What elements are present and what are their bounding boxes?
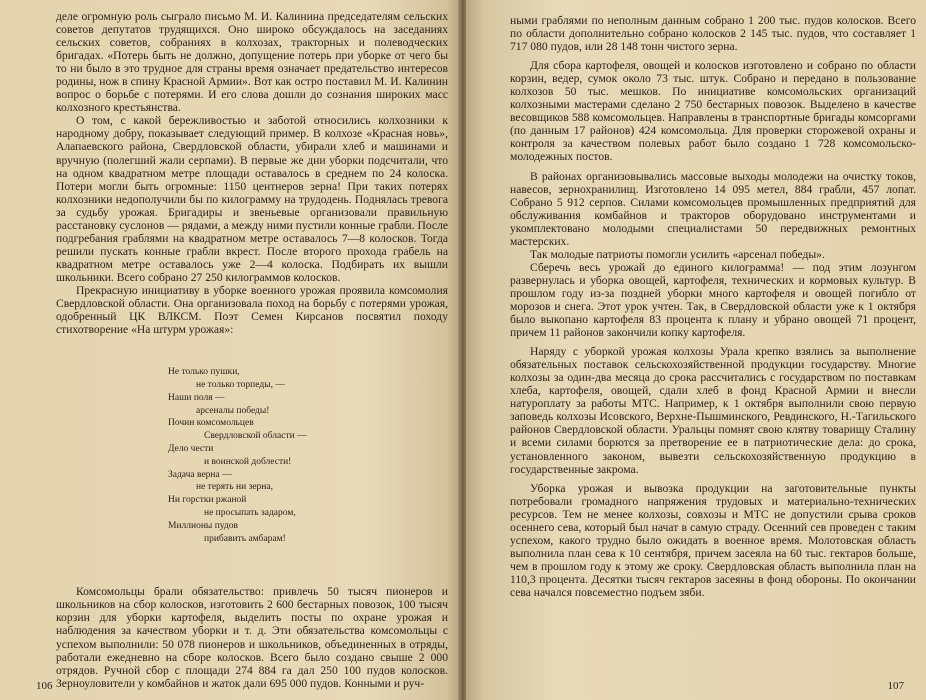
right-paragraph-7: Уборка урожая и вывозка продукции на заготовительные пункты потребовали громадного напряжения трудовых и материально-технических ресурсов. Тем не менее колхозы, совхозы и МТС не допустили срыва сроков осеннего сева, который был начат в самую страду. Осенний сев проведен с таким успехом, какого трудно было ожидать в военное время. Молотовская область выполнила план сева к 10 сентября, причем засеяла на 60 тыс. гектаров больше, чем в прошлом году к этому же сроку. Свердловская область выполнила план на 110,3 процента. Десятки тысяч гектаров засеяны в фонд обороны. По окончании сева начался повсеместно подъем зяби.: [510, 481, 916, 599]
left-paragraph-4: Комсомольцы брали обязательство: привлечь 50 тысяч пионеров и школьников на сбор колосков, изготовить 2 600 бестарных повозок, 100 тысяч корзин для уборки картофеля, выделить посты по охране урожая и наблюдения за качеством уборки и т. д. Эти обязательства комсомольцы с успехом выполнили: 50 078 пионеров и школьников, объединенных в отряды, работали ежедневно на сборе колосков. Всего было создано свыше 2 000 отрядов. Ручной сбор с площади 274 884 га дал 250 100 пудов колосков. Зерноуловители у комбайнов и жаток дали 695 000 пудов. Конными и руч-: [56, 585, 448, 690]
poem-line: Ни горстки ржаной: [168, 495, 247, 506]
right-paragraph-2: Для сбора картофеля, овощей и колосков изготовлено и собрано по области корзин, ведер, сумок около 73 тыс. штук. Собрано и передано в пользование колхозов 50 тыс. мешков. По инициативе комсомольских организаций колхозными мастерами сделано 2 750 бестарных повозок. Выделено в качестве весовщиков 588 комсомольцев. Направлены в транспортные бригады комсоргами (по данным 17 районов) 424 комсомольца. Для проверки сторожевой охраны и контроля за качеством полевых работ было создано 1 728 комсомольско-молодежных постов.: [510, 59, 916, 164]
right-paragraph-3: В районах организовывались массовые выходы молодежи на очистку токов, навесов, зернохранилищ. Изготовлено 14 095 метел, 884 грабли, 457 лопат. Собрано 5 912 серпов. Силами комсомольцев промышленных предприятий для обслуживания комбайнов и тракторов оборудовано инструментами и укомплектовано молодыми специалистами 50 передвижных ремонтных мастерских.: [510, 169, 916, 248]
poem-line: арсеналы победы!: [196, 405, 270, 416]
right-paragraph-5: Сберечь весь урожай до единого килограмма! — под этим лозунгом развернулась и уборка овощей, картофеля, технических и кормовых культур. В прошлом году из-за поздней уборки много картофеля и овощей погибло от морозов и снега. Этот урок учтен. Так, в Свердловской области уже к 1 октября было выкопано картофеля 83 процента к плану и убрано овощей 71 процент, причем 11 районов закончили копку картофеля.: [510, 260, 916, 340]
right-page-text: [510, 14, 916, 599]
poem-line: Дело чести: [168, 443, 214, 454]
left-paragraph-3: Прекрасную инициативу в уборке военного урожая проявила комсомолия Свердловской области. Она организовала поход на борьбу с потерями урожая, одобренный ЦК ВЛКСМ. Поэт Семен Кирсанов посвятил походу стихотворение «На штурм урожая»:: [56, 283, 448, 337]
poem-line: Задача верна —: [168, 469, 232, 480]
poem-line: не терять ни зерна,: [196, 482, 273, 493]
poem-line: Не только пушки,: [168, 367, 240, 378]
poem-line: не только торпеды, —: [196, 379, 285, 390]
left-paragraph-1: деле огромную роль сыграло письмо М. И. Калинина председателям сельских советов депутатов трудящихся. Оно широко обсуждалось на заседаниях сельских советов, собраниях в колхозах, тракторных и полеводческих бригадах. «Потерь быть не должно, допущение потерь при уборке от чего бы то ни было в это трудное для страны время означает предательство интересов родины, нож в спину Красной Армии». Вот как остро поставил М. И. Калинин вопрос о борьбе с потерями. И его слова дошли до сознания широких масс колхозного крестьянства.: [56, 10, 448, 115]
poem-line: Почин комсомольцев: [168, 418, 254, 429]
right-paragraph-6: Наряду с уборкой урожая колхозы Урала крепко взялись за выполнение обязательных поставок сельскохозяйственной продукции государству. Многие колхозы за один-два месяца до срока рассчитались с государством по поставкам хлеба, картофеля, овощей, сдали хлеб в фонд Красной Армии и внесли натуроплату за работы МТС. Например, к 1 октября выполнили свою первую заповедь колхозы Исовского, Верхне-Пышминского, Ревдинского, Н.-Тагильского районов Свердловской области. Уральцы помнят свою клятву товарищу Сталину и всеми силами борются за претворение ее в патриотические дела: до срока, установленного законом, вывезти сельскохозяйственную продукцию в государственные закрома.: [510, 345, 916, 476]
poem: [168, 366, 448, 545]
left-paragraph-2: О том, с какой бережливостью и заботой относились колхозники к народному добру, показывает следующий пример. В колхозе «Красная новь», Алапаевского района, Свердловской области, убирали хлеб и машинами и вручную (полегший жали серпами). В первые же дни уборки подсчитали, что на одном квадратном метре площади оставалось в среднем по 24 колоска. Потери могли быть огромные: 1150 центнеров зерна! При таких потерях колхозники недополучили бы по килограмму на трудодень. Поднялась тревога за судьбу урожая. Бригадиры и звеньевые организовали правильную расстановку суслонов — рядами, а между ними пустили конные грабли. После подгребания граблями на квадратном метре оставалось 7—8 колосков. Тогда решили пускать конные грабли вкрест. После второго прохода грабель на квадратном метре оставалось уже 2—4 колоска. Подбирать их вышли школьники. Всего собрано 27 250 килограммов колосков.: [56, 114, 448, 284]
poem-line: Миллионы пудов: [168, 520, 238, 531]
poem-line: Наши поля —: [168, 392, 225, 403]
poem-line: Свердловской области —: [204, 431, 307, 442]
right-page: [466, 0, 926, 700]
poem-line: не просыпать задаром,: [204, 507, 296, 518]
right-paragraph-1: ными граблями по неполным данным собрано 1 200 тыс. пудов колосков. Всего по области дополнительно собрано колосков 2 145 тыс. пудов, что составляет 1 717 080 пудов, или 28 148 тонн чистого зерна.: [510, 14, 916, 54]
poem-line: и воинской доблести!: [204, 456, 292, 467]
page-number-left: 106: [36, 680, 53, 692]
poem-line: прибавить амбарам!: [204, 533, 286, 544]
right-paragraph-4: Так молодые патриоты помогли усилить «арсенал победы».: [530, 247, 825, 261]
left-page: [0, 0, 460, 700]
page-number-right: 107: [887, 680, 904, 692]
